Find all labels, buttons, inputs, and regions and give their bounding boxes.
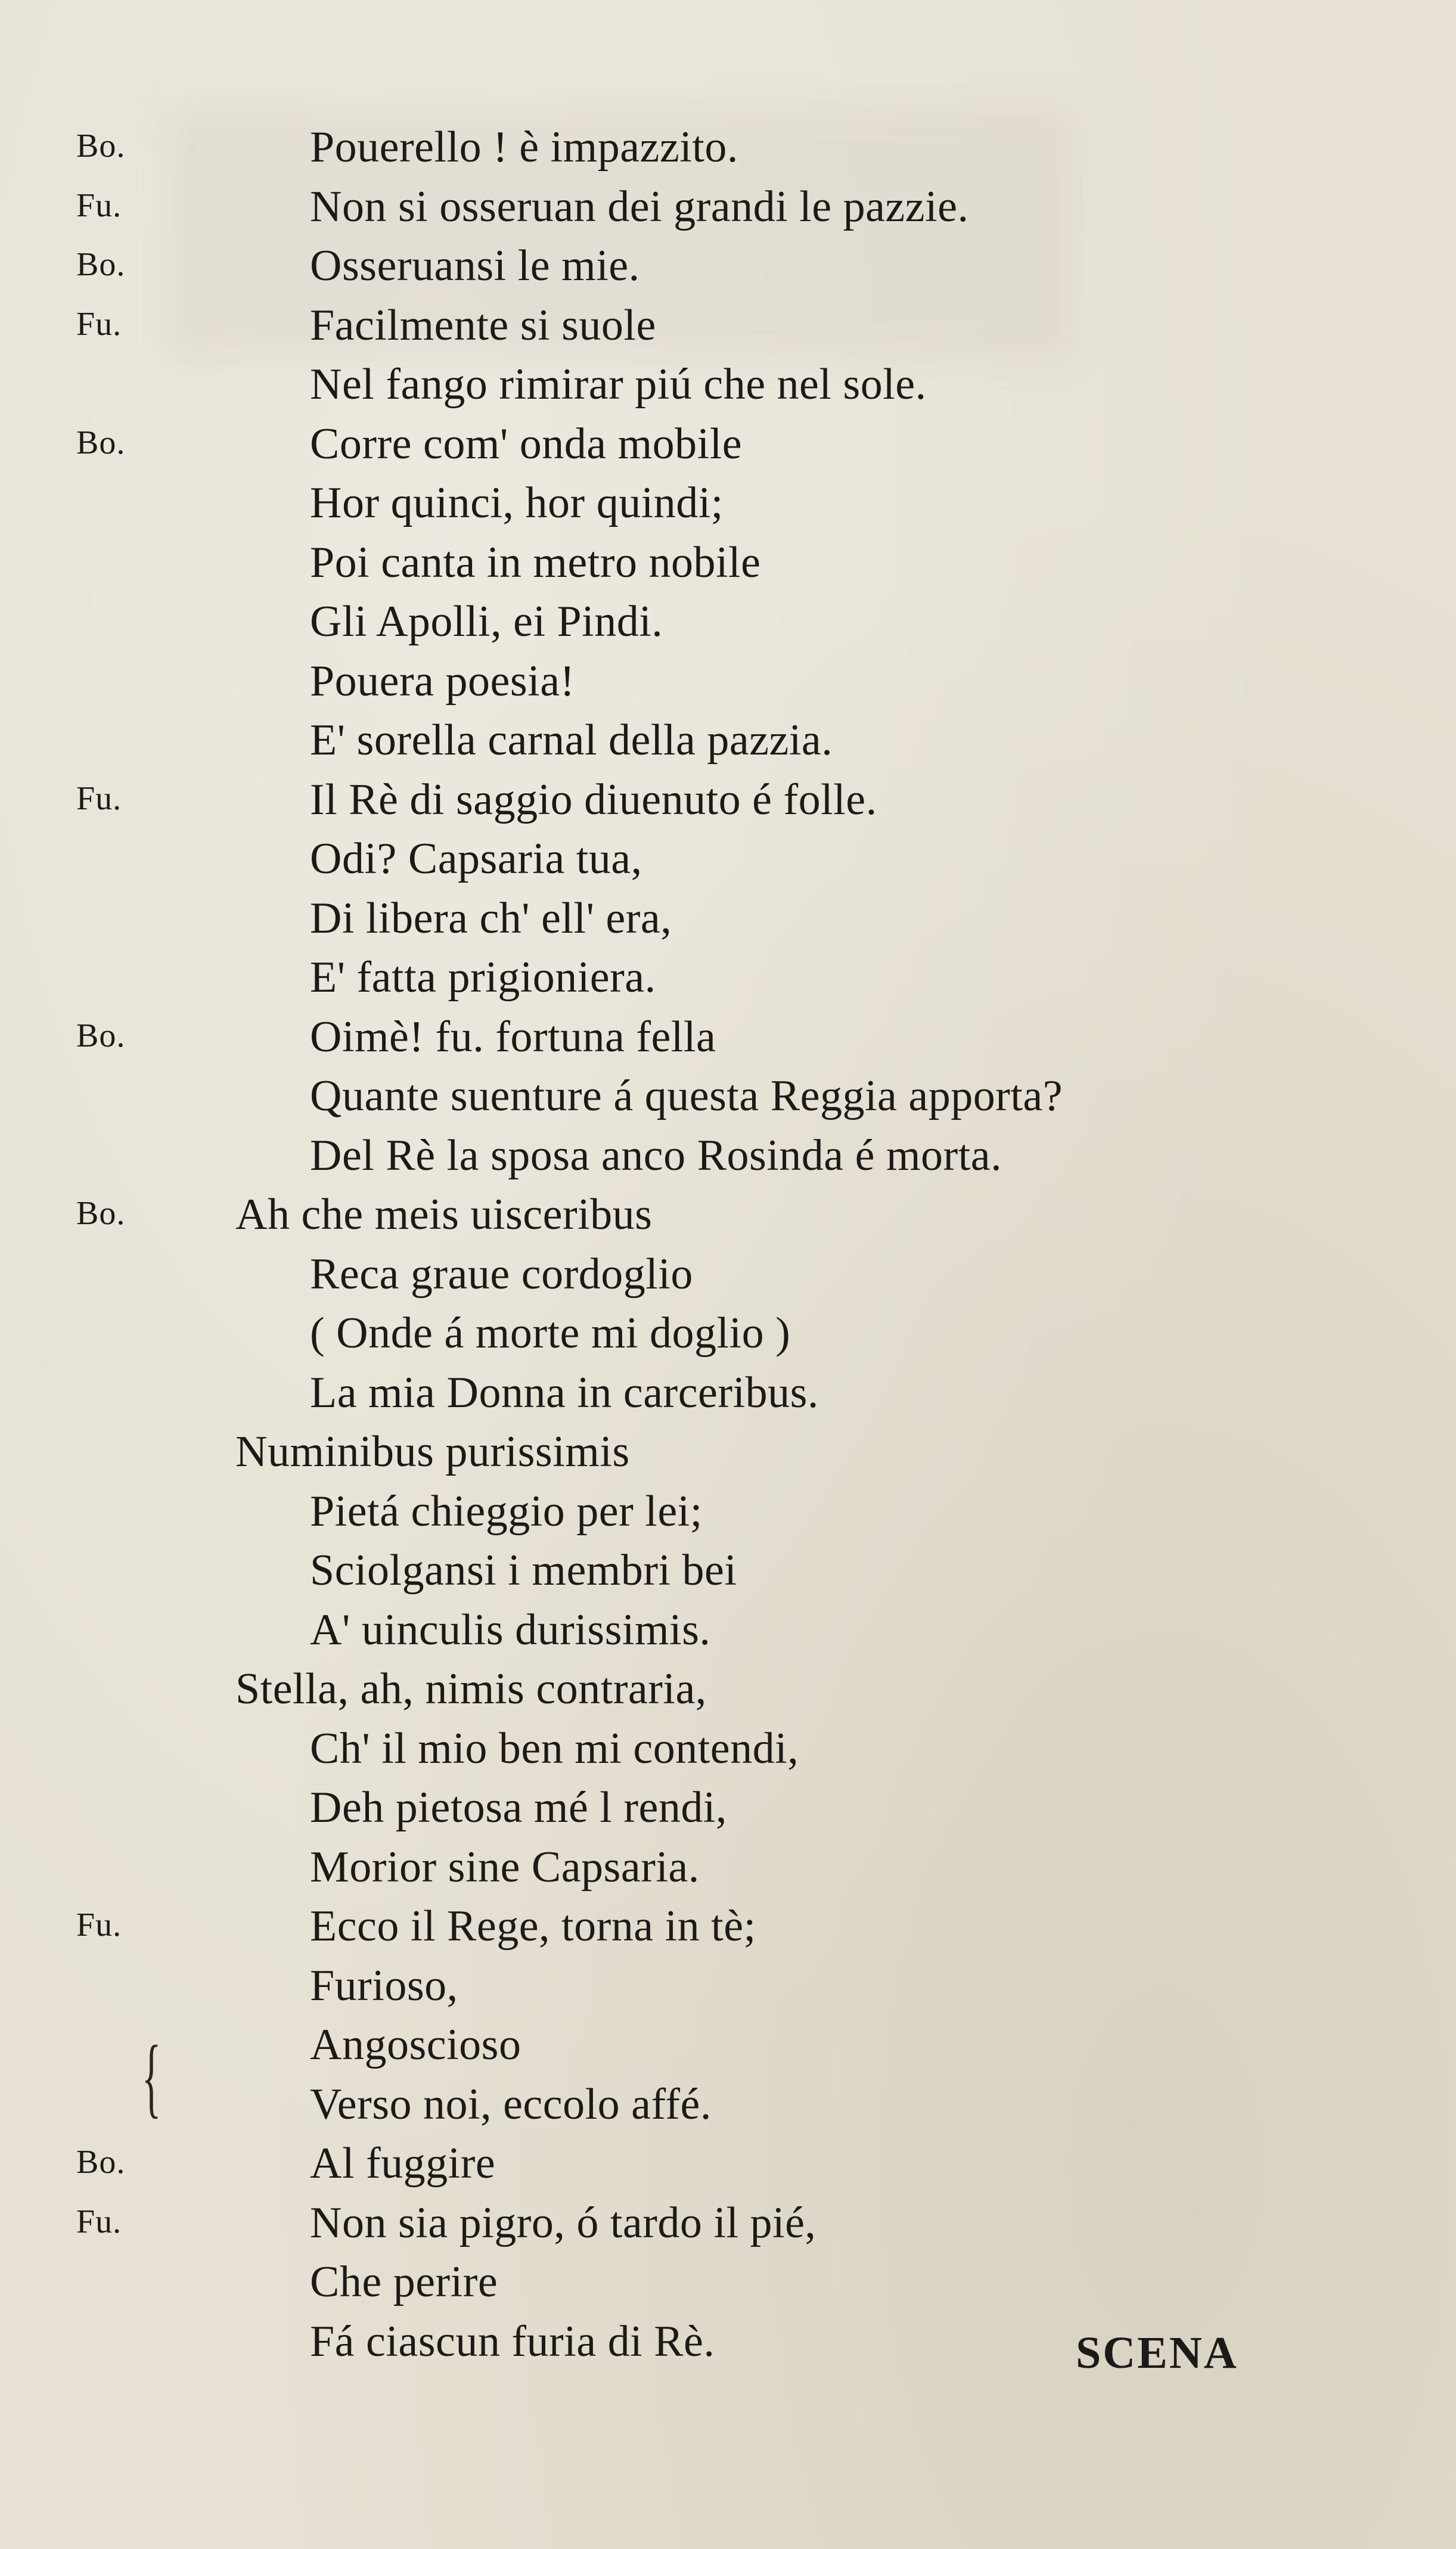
- catchword: SCENA: [1076, 2328, 1238, 2378]
- verse-text: Non sia pigro, ó tardo il pié,: [310, 2198, 817, 2247]
- verse-text: Stella, ah, nimis contraria,: [235, 1665, 707, 1713]
- verse-line: [0, 893, 1456, 948]
- verse-text: Numinibus purissimis: [235, 1427, 630, 1476]
- speaker-label: Fu.: [76, 2203, 122, 2240]
- verse-line: [0, 1486, 1456, 1541]
- verse-line: [0, 1605, 1456, 1660]
- verse-line: [0, 1012, 1456, 1067]
- verse-text: Facilmente si suole: [310, 300, 656, 350]
- verse-line: [0, 122, 1456, 177]
- verse-text: Sciolgansi i membri bei: [310, 1546, 737, 1595]
- verse-line: [0, 1545, 1456, 1600]
- verse-line: [0, 1427, 1456, 1482]
- verse-text: Pouera poesia!: [310, 656, 575, 706]
- speaker-label: Bo.: [76, 1195, 126, 1232]
- verse-text: Ah che meis uisceribus: [235, 1190, 653, 1239]
- verse-line: [0, 952, 1456, 1007]
- verse-line: [0, 775, 1456, 830]
- verse-text: Al fuggire: [310, 2139, 496, 2188]
- verse-text: Fá ciascun furia di Rè.: [310, 2317, 715, 2366]
- verse-text: A' uinculis durissimis.: [310, 1605, 711, 1654]
- speaker-brace: {: [142, 2028, 162, 2126]
- verse-line: [0, 2138, 1456, 2193]
- verse-text: Del Rè la sposa anco Rosinda é morta.: [310, 1131, 1002, 1180]
- verse-text: Osseruansi le mie.: [310, 241, 640, 290]
- verse-line: [0, 656, 1456, 711]
- verse-text: Che perire: [310, 2258, 498, 2306]
- verse-text: Corre com' onda mobile: [310, 419, 743, 468]
- verse-line: [0, 1961, 1456, 2016]
- speaker-label: Fu.: [76, 780, 122, 817]
- verse-text: Ch' il mio ben mi contendi,: [310, 1724, 799, 1773]
- verse-line: [0, 478, 1456, 533]
- verse-line: [0, 1842, 1456, 1897]
- verse-text: E' fatta prigioniera.: [310, 953, 656, 1002]
- verse-text: Odi? Capsaria tua,: [310, 834, 642, 883]
- verse-text: Non si osseruan dei grandi le pazzie.: [310, 182, 969, 231]
- verse-text: ( Onde á morte mi doglio ): [310, 1309, 791, 1358]
- verse-line: [0, 1071, 1456, 1126]
- verse-text: Poi canta in metro nobile: [310, 538, 761, 587]
- verse-text: Il Rè di saggio diuenuto é folle.: [310, 775, 877, 824]
- verse-text: Verso noi, eccolo affé.: [310, 2079, 712, 2129]
- speaker-label: Bo.: [76, 1017, 126, 1054]
- speaker-label: Fu.: [76, 187, 122, 224]
- verse-line: [0, 1783, 1456, 1837]
- verse-line: [0, 419, 1456, 474]
- verse-line: [0, 300, 1456, 355]
- verse-line: [0, 597, 1456, 651]
- speaker-label: Bo.: [76, 246, 126, 283]
- verse-line: [0, 834, 1456, 889]
- verse-text: Oimè! fu. fortuna fella: [310, 1012, 716, 1061]
- verse-text: Furioso,: [310, 1961, 458, 2010]
- speaker-label: Bo.: [76, 2144, 126, 2181]
- verse-text: Nel fango rimirar piú che nel sole.: [310, 360, 927, 409]
- verse-text: Reca graue cordoglio: [310, 1249, 693, 1299]
- verse-line: [0, 1249, 1456, 1304]
- speaker-label: Bo.: [76, 424, 126, 461]
- verse-line: [0, 2257, 1456, 2312]
- verse-text: Di libera ch' ell' era,: [310, 893, 672, 943]
- verse-text: La mia Donna in carceribus.: [310, 1368, 819, 1417]
- verse-line: [0, 2020, 1456, 2075]
- verse-line: [0, 241, 1456, 296]
- verse-text: Morior sine Capsaria.: [310, 1842, 700, 1892]
- verse-text: Pietá chieggio per lei;: [310, 1486, 703, 1536]
- verse-line: [0, 715, 1456, 770]
- verse-line: [0, 1901, 1456, 1956]
- verse-text: Pouerello ! è impazzito.: [310, 123, 738, 172]
- verse-line: [0, 1368, 1456, 1423]
- verse-line: [0, 1308, 1456, 1363]
- verse-line: [0, 1131, 1456, 1185]
- verse-line: [0, 1190, 1456, 1244]
- verse-text: Quante suenture á questa Reggia apporta?: [310, 1072, 1063, 1120]
- verse-text: Deh pietosa mé l rendi,: [310, 1783, 727, 1832]
- verse-text: Ecco il Rege, torna in tè;: [310, 1902, 756, 1951]
- verse-line: [0, 182, 1456, 237]
- verse-line: [0, 359, 1456, 414]
- speaker-label: Fu.: [76, 305, 122, 343]
- verse-line: [0, 2198, 1456, 2253]
- verse-line: [0, 1664, 1456, 1719]
- verse-line: [0, 1724, 1456, 1778]
- verse-line: [0, 538, 1456, 592]
- speaker-label: Bo.: [76, 128, 126, 164]
- verse-text: E' sorella carnal della pazzia.: [310, 716, 833, 765]
- verse-text: Hor quinci, hor quindi;: [310, 479, 724, 527]
- verse-text: Gli Apolli, ei Pindi.: [310, 597, 663, 646]
- verse-text: Angoscioso: [310, 2020, 521, 2069]
- speaker-label: Fu.: [76, 1907, 122, 1943]
- verse-line: [0, 2079, 1456, 2134]
